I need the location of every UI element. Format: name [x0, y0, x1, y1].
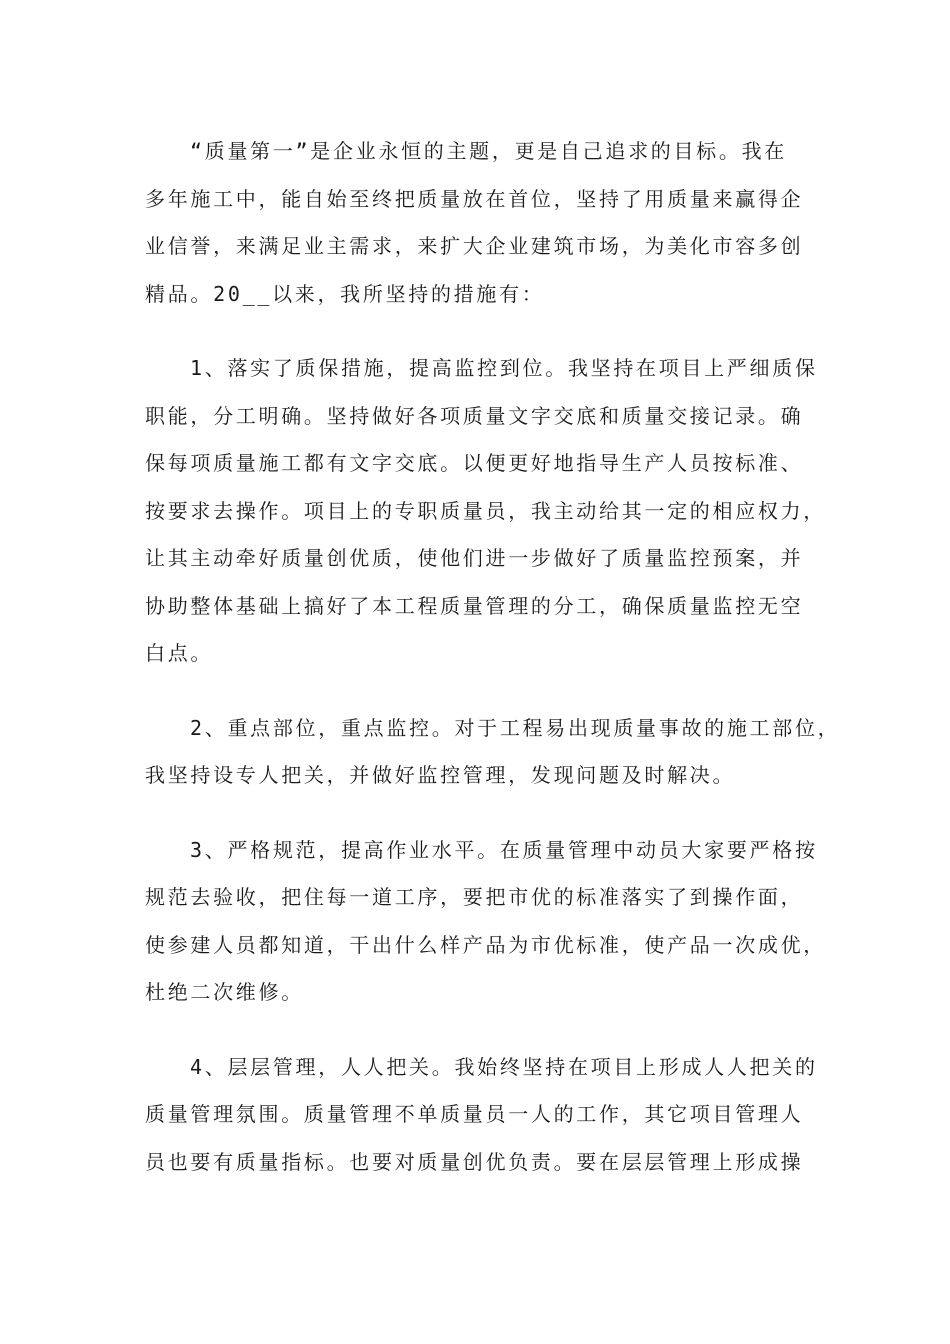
paragraph-measure-2 [145, 705, 841, 800]
text-line: 我坚持设专人把关，并做好监控管理，发现问题及时解决。 [145, 763, 736, 787]
text-line: 4、层层管理，人人把关。我始终坚持在项目上形成人人把关的 [190, 1054, 818, 1079]
text-line: 职能，分工明确。坚持做好各项质量文字交底和质量交接记录。确 [145, 403, 804, 428]
text-line: “质量第一”是企业永恒的主题，更是自己追求的目标。我在 [190, 139, 787, 163]
text-line: 员也要有质量指标。也要对质量创优负责。要在层层管理上形成操 [145, 1149, 804, 1174]
text-line: 精品。20__以来，我所坚持的措施有： [145, 281, 545, 306]
text-line: 规范去验收，把住每一道工序，要把市优的标准落实了到操作面， [145, 885, 804, 909]
text-line: 按要求去操作。项目上的专职质量员，我主动给其一定的相应权力， [145, 498, 826, 523]
text-line: 3、严格规范，提高作业水平。在质量管理中动员大家要严格按 [190, 837, 818, 862]
paragraph-intro [145, 128, 805, 318]
paragraph-measure-1 [145, 345, 826, 678]
paragraph-measure-3 [145, 827, 826, 1017]
text-line: 质量管理氛围。质量管理不单质量员一人的工作，其它项目管理人 [145, 1102, 804, 1126]
text-line: 协助整体基础上搞好了本工程质量管理的分工，确保质量监控无空 [145, 593, 804, 618]
text-line: 让其主动牵好质量创优质，使他们进一步做好了质量监控预案，并 [145, 546, 804, 570]
text-line: 保每项质量施工都有文字交底。以便更好地指导生产人员按标准、 [145, 451, 804, 475]
document-body [145, 128, 841, 1213]
text-line: 业信誉，来满足业主需求，来扩大企业建筑市场，为美化市容多创 [145, 234, 804, 258]
text-line: 使参建人员都知道，干出什么样产品为市优标准，使产品一次成优， [145, 932, 826, 957]
text-line: 2、重点部位，重点监控。对于工程易出现质量事故的施工部位， [190, 715, 841, 740]
text-line: 1、落实了质保措施，提高监控到位。我坚持在项目上严细质保 [190, 356, 818, 380]
text-line: 多年施工中，能自始至终把质量放在首位，坚持了用质量来赢得企 [145, 186, 804, 211]
text-line: 白点。 [145, 641, 214, 665]
paragraph-measure-4 [145, 1044, 818, 1187]
text-line: 杜绝二次维修。 [145, 980, 304, 1004]
